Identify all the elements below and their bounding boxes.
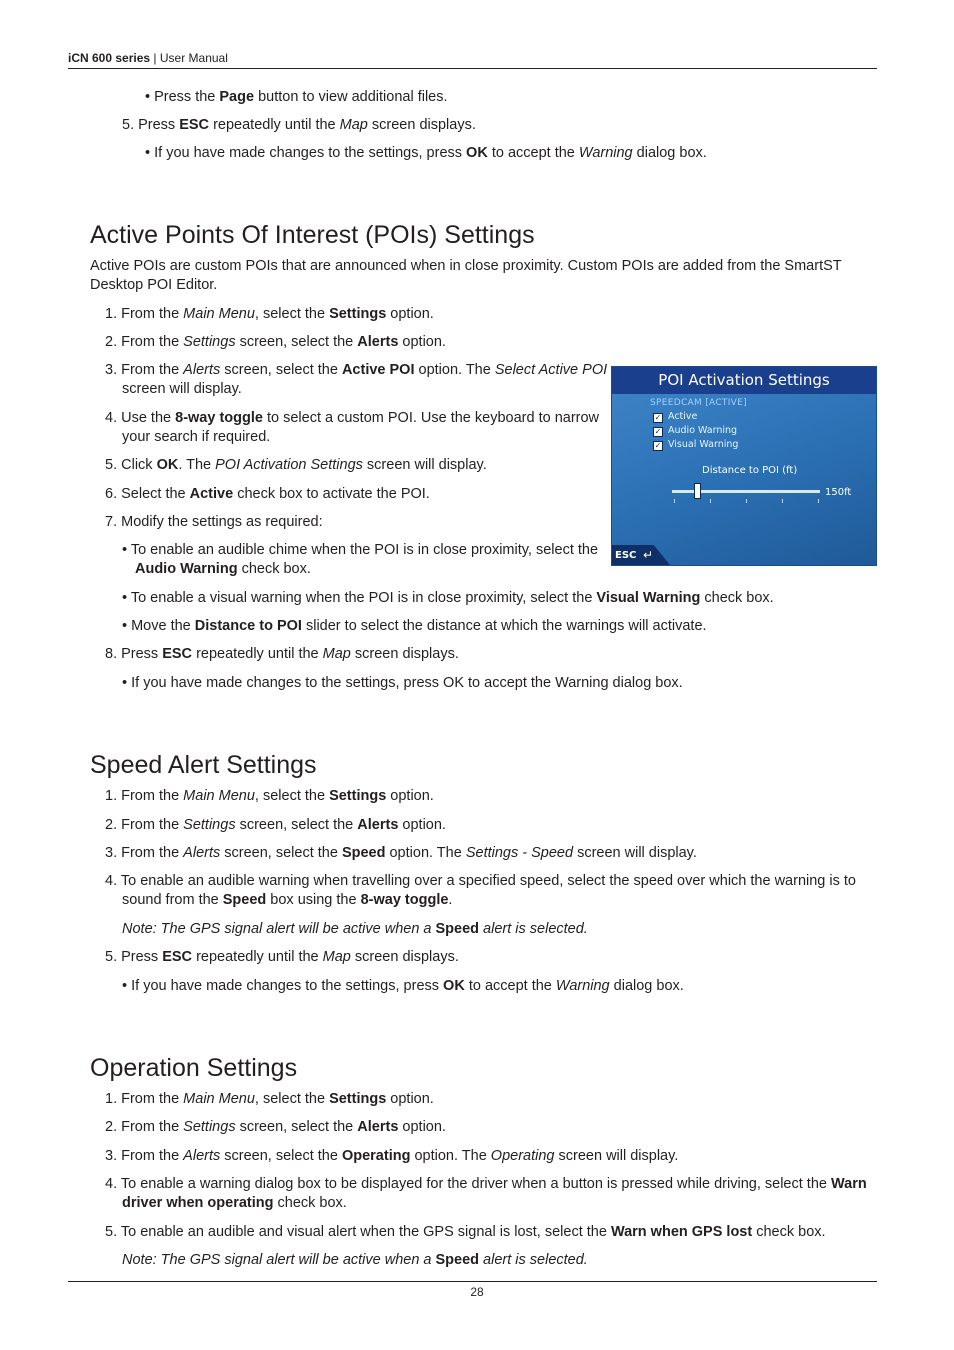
bold-term: Speed — [341, 845, 386, 861]
poi-bullet-visual — [122, 589, 774, 608]
checkbox-check-icon: ✓ — [654, 427, 662, 436]
poi-step-4 — [105, 409, 620, 447]
italic-term: Main Menu — [183, 788, 255, 804]
intro-bullet-page — [145, 88, 448, 107]
text: • If you have made changes to the settings, press — [122, 978, 444, 994]
poi-step-3 — [105, 361, 620, 399]
text: • Move the — [122, 618, 195, 634]
checkbox-label: Active — [668, 411, 698, 422]
bold-term: Alerts — [357, 334, 399, 350]
speed-step-3 — [105, 844, 697, 863]
text: option. — [386, 1091, 434, 1107]
bold-term: OK — [466, 145, 488, 161]
text: screen, select the — [235, 1119, 358, 1135]
text: option. — [398, 817, 446, 833]
poi-step-5 — [105, 456, 487, 475]
text: option. — [398, 1119, 446, 1135]
checkbox-visual-warning[interactable] — [653, 439, 738, 451]
text: 3. From the — [105, 362, 184, 378]
text: 2. From the — [105, 817, 184, 833]
bold-term: ESC — [162, 949, 193, 965]
text: option. The — [414, 362, 495, 378]
bold-term: Settings — [329, 788, 387, 804]
speed-note — [122, 920, 588, 939]
text: button to view additional files. — [254, 89, 448, 105]
text: screen will display. — [573, 845, 697, 861]
text: 4. To enable a warning dialog box to be displayed for the driver when a button is pressed while driving, select the — [105, 1176, 831, 1192]
text: . — [448, 892, 453, 908]
heading-active-pois: Active Points Of Interest (POIs) Settings — [90, 221, 535, 249]
slider-tick — [710, 499, 711, 503]
text: 5. Press — [105, 949, 163, 965]
text: screen, select the — [235, 817, 358, 833]
slider-tick — [818, 499, 819, 503]
text: 1. From the — [105, 788, 184, 804]
text: check box. — [700, 590, 774, 606]
text: screen will display. — [362, 457, 487, 473]
text: screen, select the — [235, 334, 358, 350]
bold-term: OK — [443, 978, 465, 994]
speed-bullet-ok — [122, 977, 684, 996]
text: screen displays. — [350, 949, 459, 965]
poi-step-1 — [105, 305, 434, 324]
checkbox-active[interactable] — [653, 411, 697, 423]
bold-term: Operating — [341, 1148, 411, 1164]
text: check box to activate the POI. — [233, 486, 430, 502]
poi-step-6 — [105, 485, 430, 504]
poi-intro-paragraph: Active POIs are custom POIs that are announced when in close proximity. Custom POIs are added from the SmartST Desktop POI Editor. — [90, 258, 842, 293]
text: check box. — [273, 1195, 347, 1211]
esc-label: ESC — [615, 550, 637, 561]
italic-term: Settings - Speed — [465, 845, 574, 861]
italic-term: Map — [322, 949, 351, 965]
bold-term: Speed — [435, 1252, 480, 1268]
bold-term: Warn when GPS lost — [610, 1224, 753, 1240]
bold-term: Visual Warning — [596, 590, 701, 606]
text: , select the — [254, 306, 330, 322]
bold-term: Settings — [329, 306, 387, 322]
italic-term: Settings — [183, 1119, 236, 1135]
text: repeatedly until the — [192, 949, 323, 965]
text: 5. Press — [122, 117, 180, 133]
poi-bullet-ok: • If you have made changes to the settings, press OK to accept the Warning dialog box. — [122, 675, 683, 691]
text: • Press the — [145, 89, 220, 105]
text: • To enable an audible chime when the POI is in close proximity, select the — [122, 542, 599, 558]
poi-step-8 — [105, 645, 459, 664]
speed-step-4 — [105, 872, 894, 910]
operation-step-4 — [105, 1175, 894, 1213]
operation-step-5 — [105, 1223, 826, 1242]
italic-term: Operating — [490, 1148, 555, 1164]
text: screen, select the — [220, 362, 342, 378]
text: 4. Use the — [105, 410, 176, 426]
speed-step-5 — [105, 948, 459, 967]
text: , select the — [254, 788, 330, 804]
text: . The — [178, 457, 216, 473]
text: 3. From the — [105, 1148, 184, 1164]
speed-step-1 — [105, 787, 434, 806]
heading-speed-alert: Speed Alert Settings — [90, 751, 317, 779]
text: screen displays. — [350, 646, 459, 662]
text: option. The — [410, 1148, 491, 1164]
checkbox-audio-warning[interactable] — [653, 425, 737, 437]
text: • To enable a visual warning when the POI is in close proximity, select the — [122, 590, 597, 606]
bold-term: Speed — [222, 892, 267, 908]
operation-step-1 — [105, 1090, 434, 1109]
italic-term: POI Activation Settings — [215, 457, 363, 473]
text: 5. Click — [105, 457, 157, 473]
distance-slider-thumb[interactable] — [694, 483, 701, 499]
bold-term: Alerts — [357, 817, 399, 833]
slider-value: 150ft — [825, 487, 852, 498]
italic-term: Note: The GPS signal alert will be active when a — [122, 1252, 436, 1268]
slider-tick — [674, 499, 675, 503]
text: to select a custom POI. Use the keyboard to narrow your search if required. — [122, 410, 600, 445]
text: repeatedly until the — [209, 117, 340, 133]
text: screen, select the — [220, 1148, 342, 1164]
poi-step-2 — [105, 333, 446, 352]
intro-bullet-ok — [145, 144, 707, 163]
text: option. — [398, 334, 446, 350]
text: 2. From the — [105, 334, 184, 350]
text: screen will display. — [122, 381, 242, 397]
italic-term: Warning — [555, 978, 610, 994]
italic-term: Main Menu — [183, 1091, 255, 1107]
bold-term: OK — [156, 457, 179, 473]
page-number: 28 — [470, 1285, 484, 1299]
slider-tick — [746, 499, 747, 503]
bold-term: 8-way toggle — [360, 892, 449, 908]
italic-term: Settings — [183, 334, 236, 350]
slider-tick — [782, 499, 783, 503]
page-header — [68, 50, 877, 69]
return-arrow-icon: ↵ — [643, 548, 654, 562]
text: • If you have made changes to the settings, press — [145, 145, 467, 161]
italic-term: Alerts — [183, 845, 221, 861]
poi-bullet-audio — [122, 541, 617, 579]
text: 1. From the — [105, 306, 184, 322]
bold-term: Page — [219, 89, 255, 105]
bold-term: Settings — [329, 1091, 387, 1107]
text: 5. To enable an audible and visual alert when the GPS signal is lost, select the — [105, 1224, 611, 1240]
italic-term: alert is selected. — [479, 1252, 588, 1268]
product-name: iCN 600 series — [68, 51, 151, 65]
text: 4. To enable an audible warning when travelling over a specified speed, select the speed over which the warning is to sound from the — [105, 873, 856, 908]
header-separator: | — [150, 51, 160, 65]
poi-step-7: 7. Modify the settings as required: — [105, 514, 323, 530]
italic-term: alert is selected. — [479, 921, 588, 937]
speed-step-2 — [105, 816, 446, 835]
text: 2. From the — [105, 1119, 184, 1135]
text: to accept the — [487, 145, 579, 161]
text: screen, select the — [220, 845, 342, 861]
footer-rule — [68, 1281, 877, 1282]
text: 1. From the — [105, 1091, 184, 1107]
slider-label: Distance to POI (ft) — [702, 465, 798, 476]
bold-term: 8-way toggle — [175, 410, 263, 426]
bold-term: Warn driver when operating — [122, 1176, 867, 1211]
text: 8. Press — [105, 646, 163, 662]
manual-title: User Manual — [159, 51, 228, 65]
checkbox-check-icon: ✓ — [654, 441, 662, 450]
bold-term: ESC — [162, 646, 193, 662]
italic-term: Warning — [578, 145, 633, 161]
checkbox-label: Visual Warning — [668, 439, 739, 450]
bold-term: Active — [189, 486, 234, 502]
operation-step-2 — [105, 1118, 446, 1137]
italic-term: Alerts — [183, 362, 221, 378]
text: slider to select the distance at which the warnings will activate. — [301, 618, 707, 634]
text: screen will display. — [554, 1148, 679, 1164]
text: box using the — [266, 892, 361, 908]
poi-activation-screenshot — [611, 366, 877, 566]
text: check box. — [237, 561, 311, 577]
screen-subtitle: SPEEDCAM [ACTIVE] — [650, 398, 747, 408]
bold-term: ESC — [179, 117, 210, 133]
italic-term: Select Active POI — [494, 362, 608, 378]
text: to accept the — [464, 978, 556, 994]
text: 6. Select the — [105, 486, 190, 502]
text: check box. — [752, 1224, 826, 1240]
poi-bullet-distance — [122, 617, 707, 636]
screen-title: POI Activation Settings — [612, 367, 876, 394]
intro-step-5 — [122, 116, 476, 135]
italic-term: Map — [322, 646, 351, 662]
bold-term: Audio Warning — [135, 561, 238, 577]
checkbox-check-icon: ✓ — [654, 413, 662, 422]
text: 3. From the — [105, 845, 184, 861]
text: option. The — [385, 845, 466, 861]
text: , select the — [254, 1091, 330, 1107]
operation-step-3 — [105, 1147, 678, 1166]
italic-term: Map — [339, 117, 368, 133]
bold-term: Distance to POI — [194, 618, 302, 634]
bold-term: Speed — [435, 921, 480, 937]
text: repeatedly until the — [192, 646, 323, 662]
text: option. — [386, 306, 434, 322]
checkbox-label: Audio Warning — [668, 425, 738, 436]
operation-note — [122, 1251, 588, 1270]
italic-term: Settings — [183, 817, 236, 833]
italic-term: Alerts — [183, 1148, 221, 1164]
text: dialog box. — [632, 145, 707, 161]
text: dialog box. — [609, 978, 684, 994]
text: option. — [386, 788, 434, 804]
italic-term: Note: The GPS signal alert will be active when a — [122, 921, 436, 937]
text: screen displays. — [367, 117, 476, 133]
bold-term: Alerts — [357, 1119, 399, 1135]
bold-term: Active POI — [341, 362, 415, 378]
heading-operation: Operation Settings — [90, 1054, 298, 1082]
italic-term: Main Menu — [183, 306, 255, 322]
